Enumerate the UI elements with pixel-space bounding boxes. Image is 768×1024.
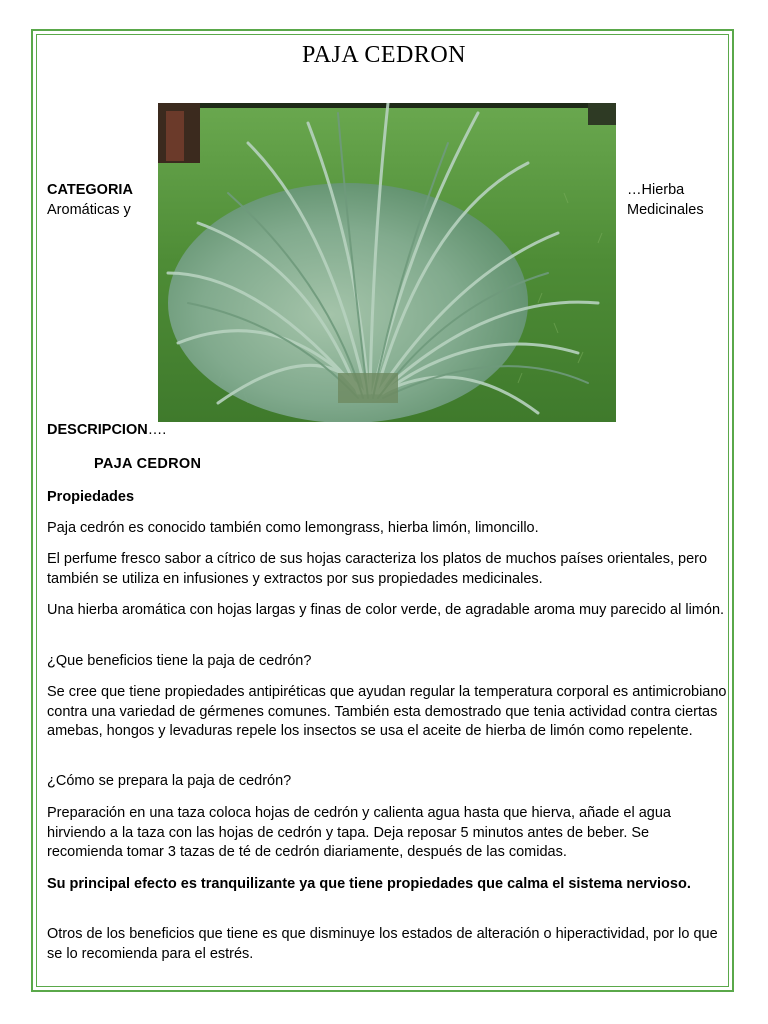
paragraph-preparation-answer: Preparación en una taza coloca hojas de cedrón y calienta agua hasta que hierva, añade el agua hirviendo a la taza con las hojas de cedrón y tapa. Deja reposar 5 minutos antes de beber. Se recomienda tomar 3 tazas de té de cedrón diariamente, después de las comidas. bbox=[47, 805, 671, 860]
category-value-left: Aromáticas y bbox=[47, 202, 131, 218]
paragraph-perfume: El perfume fresco sabor a cítrico de sus hojas caracteriza los platos de muchos países orientales, pero también se utiliza en infusiones y extractos por sus propiedades medicinales. bbox=[47, 551, 708, 587]
paragraph-aromatic-herb: Una hierba aromática con hojas largas y finas de color verde, de agradable aroma muy parecido al limón. bbox=[47, 602, 725, 618]
lemongrass-photo bbox=[158, 103, 616, 422]
description-label-text: DESCRIPCION bbox=[47, 422, 148, 438]
paragraph-main-effect: Su principal efecto es tranquilizante ya que tiene propiedades que calma el sistema nervioso. bbox=[47, 876, 691, 892]
category-value-right-2: Medicinales bbox=[627, 202, 704, 218]
description-dots: …. bbox=[147, 422, 167, 438]
category-value-right-1: …Hierba bbox=[627, 182, 685, 198]
description-label bbox=[47, 422, 166, 438]
paragraph-benefits-answer: Se cree que tiene propiedades antipiréticas que ayudan regular la temperatura corporal es antimicrobiano contra una variedad de gérmenes comunes. También esta demostrado que tenia actividad contra ciertas amebas, hongos y levaduras repele los insectos se usa el aceite de hierba de limón como repelente. bbox=[47, 684, 727, 739]
paragraph-benefits-question: ¿Que beneficios tiene la paja de cedrón? bbox=[47, 653, 312, 669]
paragraph-also-known: Paja cedrón es conocido también como lemongrass, hierba limón, limoncillo. bbox=[47, 520, 539, 536]
page-title: PAJA CEDRON bbox=[302, 42, 466, 68]
section-subtitle: PAJA CEDRON bbox=[94, 456, 202, 472]
paragraph-other-benefits: Otros de los beneficios que tiene es que disminuye los estados de alteración o hiperactividad, por lo que se lo recomienda para el estrés. bbox=[47, 926, 718, 962]
paragraph-preparation-question: ¿Cómo se prepara la paja de cedrón? bbox=[47, 773, 292, 789]
category-label: CATEGORIA bbox=[47, 182, 133, 198]
paragraph-properties-heading: Propiedades bbox=[47, 489, 135, 505]
